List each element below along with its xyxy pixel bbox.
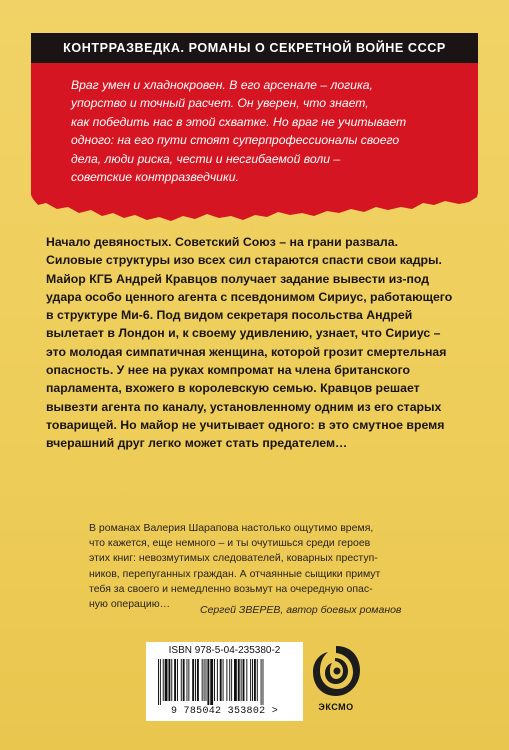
barcode-bars	[158, 659, 291, 705]
isbn-barcode	[146, 642, 303, 721]
quote-line: ную операцию…	[89, 598, 171, 611]
book-blurb	[46, 233, 476, 453]
quote-line: тебя за своего и немедленно возьмут на очередную опас-	[89, 582, 373, 595]
isbn-text: ISBN 978-5-04-235380-2	[168, 645, 281, 656]
blurb-line: вывезти агента по каналу, установленному одним из его старых	[46, 399, 442, 414]
blurb-line: парламента, вхожего в королевскую семью. Кравцов решает	[46, 381, 420, 396]
banner-text	[71, 76, 446, 186]
blurb-line: вчерашний друг легко может стать предателем…	[46, 436, 348, 451]
banner-line: упорство и точный расчет. Он уверен, что знает,	[71, 96, 369, 111]
quote-line: ников, перепуганных граждан. А отчаянные сыщики примут	[89, 567, 381, 580]
blurb-line: удара особо ценного агента с псевдонимом Сириус, работающего	[46, 289, 453, 304]
publisher-name: ЭКСМО	[318, 702, 354, 712]
banner-line: дела, люди риска, чести и несгибаемой воли –	[71, 151, 341, 166]
series-title-bar	[31, 33, 478, 63]
blurb-line: вылетает в Лондон и, к своему удивлению, узнает, что Сириус –	[46, 326, 441, 341]
blurb-line: опасность. У нее на руках компромат на члена британского	[46, 363, 411, 378]
banner-line: одного: на его пути стоят суперпрофессионалы своего	[71, 133, 400, 148]
publisher-logo	[308, 642, 364, 718]
quote-line: этих книг: невозмутимых следователей, коварных преступ-	[89, 552, 378, 565]
quote-author: Сергей ЗВЕРЕВ, автор боевых романов	[200, 604, 402, 616]
banner-line: как победить нас в этой схватке. Но враг не учитывает	[71, 114, 407, 129]
series-title: КОНТРРАЗВЕДКА. РОМАНЫ О СЕКРЕТНОЙ ВОЙНЕ СССР	[63, 41, 446, 55]
banner-line: советские контрразведчики.	[71, 170, 239, 185]
eksmo-swirl-icon	[308, 642, 364, 700]
barcode-digits: 9 785042 353802 >	[170, 706, 279, 717]
blurb-line: Майор КГБ Андрей Кравцов получает задание вывести из-под	[46, 271, 430, 286]
quote-line: что кажется, еще немного – и ты очутишься среди героев	[89, 537, 371, 550]
banner-line: Враг умен и хладнокровен. В его арсенале – логика,	[71, 78, 373, 92]
red-annotation-banner	[31, 63, 478, 223]
blurb-line: Силовые структуры изо всех сил стараются спасти свои кадры.	[46, 253, 442, 268]
blurb-line: товарищей. Но майор не учитывает одного: в это смутное время	[46, 417, 445, 432]
blurb-line: это молодая симпатичная женщина, которой грозит смертельная	[46, 344, 447, 359]
quote-line: В романах Валерия Шарапова настолько ощутимо время,	[89, 522, 374, 534]
review-quote	[89, 521, 469, 612]
blurb-line: в структуре Ми-6. Под видом секретаря посольства Андрей	[46, 308, 413, 323]
blurb-line: Начало девяностых. Советский Союз – на грани развала.	[46, 235, 399, 249]
